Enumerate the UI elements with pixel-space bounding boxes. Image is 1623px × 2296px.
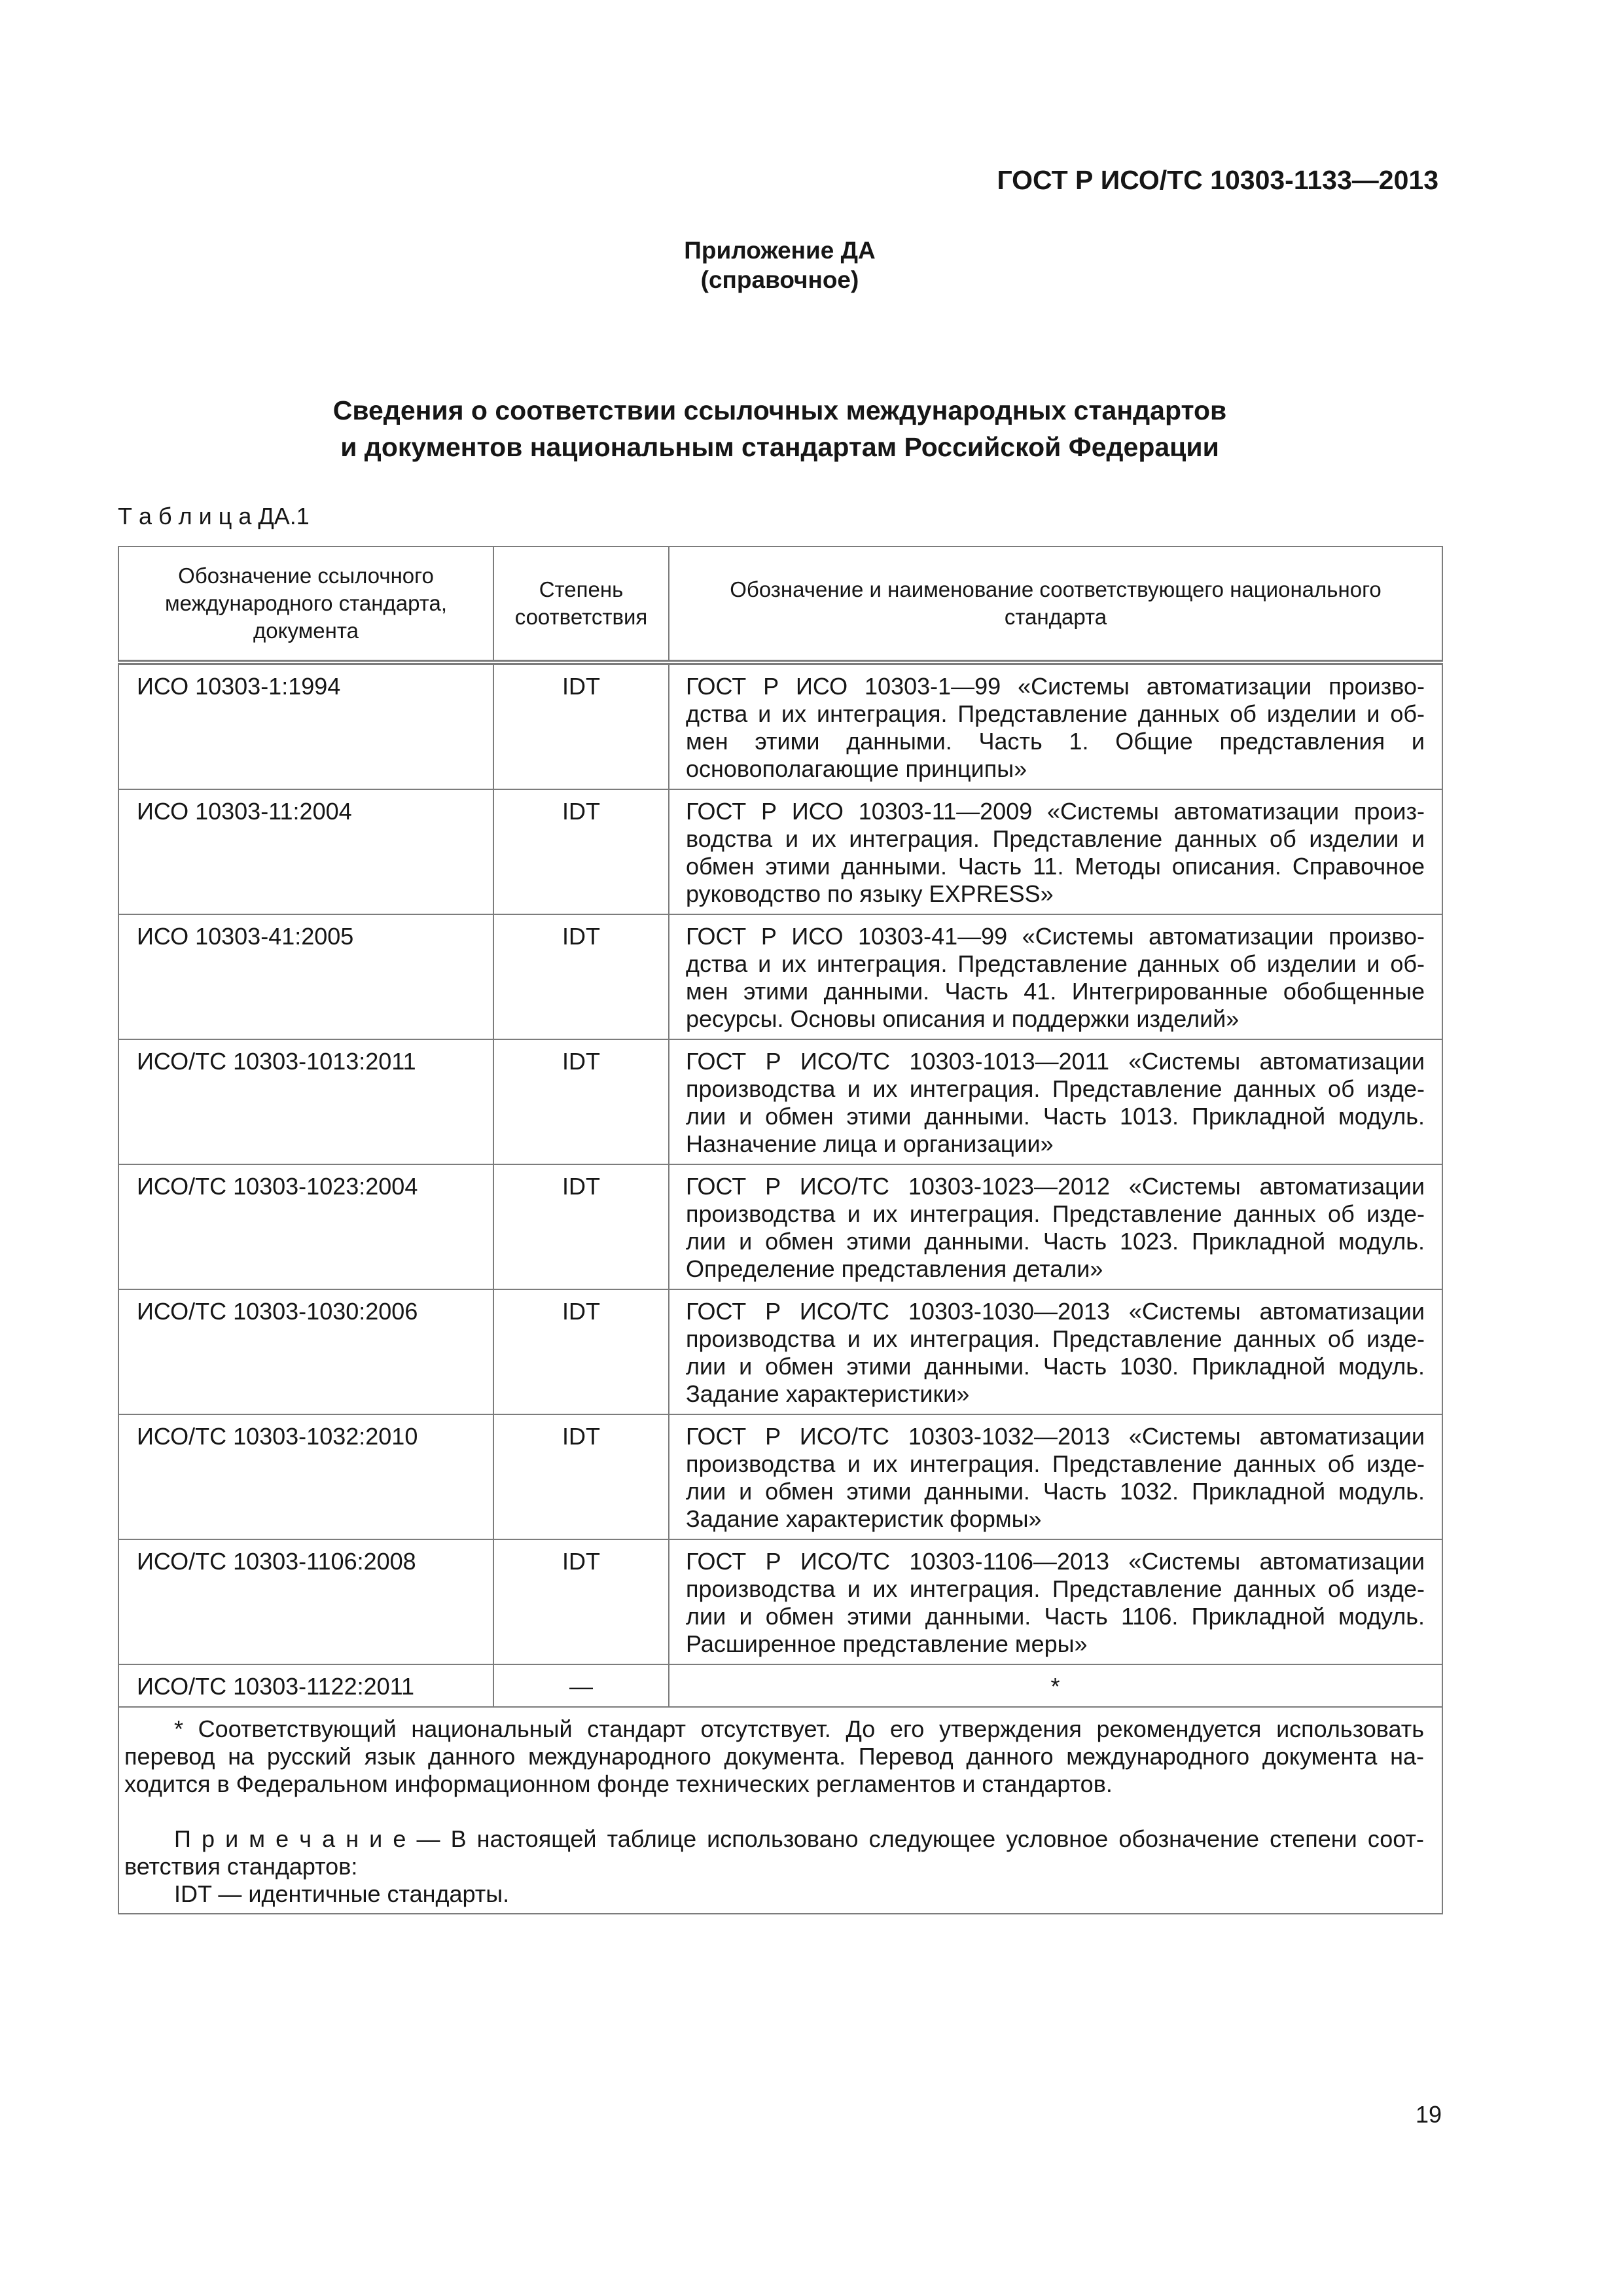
table-row bbox=[118, 1164, 1442, 1289]
column-header-line: стандарта bbox=[1004, 605, 1107, 629]
degree-cell: IDT bbox=[493, 1414, 669, 1539]
national-standard-line: ресурсы. Основы описания и поддержки изделий» bbox=[686, 1005, 1240, 1032]
national-standard-line: ГОСТ Р ИСО 10303-11—2009 «Системы автоматизации произ- bbox=[686, 798, 1425, 825]
column-header-line: документа bbox=[253, 619, 359, 643]
national-standard-line: обмен этими данными. Часть 11. Методы описания. Справочное bbox=[686, 853, 1425, 880]
degree-cell: IDT bbox=[493, 914, 669, 1039]
national-standard-line: лии и обмен этими данными. Часть 1032. Прикладной модуль. bbox=[686, 1478, 1425, 1505]
degree-cell: IDT bbox=[493, 1164, 669, 1289]
national-standard-line: лии и обмен этими данными. Часть 1030. Прикладной модуль. bbox=[686, 1353, 1425, 1380]
reference-standard-cell: ИСО 10303-11:2004 bbox=[118, 789, 493, 914]
table-row bbox=[118, 914, 1442, 1039]
table-row bbox=[118, 1664, 1442, 1707]
national-standard-line: мен этими данными. Часть 1. Общие представления и bbox=[686, 728, 1425, 755]
national-standard-cell bbox=[669, 1664, 1442, 1707]
column-header-line: Степень bbox=[539, 577, 624, 601]
reference-standard-cell: ИСО 10303-1:1994 bbox=[118, 662, 493, 789]
national-standard-line: производства и их интеграция. Представление данных об изде- bbox=[686, 1200, 1425, 1227]
table-row bbox=[118, 1039, 1442, 1164]
column-header-line: Обозначение и наименование соответствующего национального bbox=[730, 577, 1382, 601]
column-header-line: соответствия bbox=[514, 605, 648, 629]
section-heading-line: и документов национальным стандартам Российской Федерации bbox=[340, 432, 1219, 462]
national-standard-cell bbox=[669, 914, 1442, 1039]
national-standard-line: Расширенное представление меры» bbox=[686, 1630, 1088, 1657]
appendix-subtitle: (справочное) bbox=[700, 266, 859, 293]
reference-standard-cell: ИСО/ТС 10303-1023:2004 bbox=[118, 1164, 493, 1289]
national-standard-cell bbox=[669, 1164, 1442, 1289]
table-header-row bbox=[118, 547, 1442, 662]
national-standard-cell bbox=[669, 1039, 1442, 1164]
column-header-line: международного стандарта, bbox=[164, 591, 448, 615]
column-header-reference bbox=[118, 547, 493, 662]
national-standard-line: производства и их интеграция. Представление данных об изде- bbox=[686, 1325, 1425, 1352]
note-line: П р и м е ч а н и е — В настоящей таблице использовано следующее условное обозначение степени соот- bbox=[174, 1825, 1424, 1852]
table-row bbox=[118, 662, 1442, 789]
appendix-title-block bbox=[118, 236, 1442, 295]
national-standard-line: Назначение лица и организации» bbox=[686, 1130, 1054, 1157]
reference-standard-cell: ИСО/ТС 10303-1030:2006 bbox=[118, 1289, 493, 1414]
section-heading bbox=[118, 392, 1442, 465]
reference-standard-cell: ИСО 10303-41:2005 bbox=[118, 914, 493, 1039]
footnote-marker: * bbox=[1050, 1673, 1060, 1700]
table-footer-cell bbox=[118, 1707, 1442, 1914]
reference-standard-cell: ИСО/ТС 10303-1106:2008 bbox=[118, 1539, 493, 1664]
degree-cell: IDT bbox=[493, 1539, 669, 1664]
national-standard-line: мен этими данными. Часть 41. Интегрированные обобщенные bbox=[686, 978, 1425, 1005]
reference-standard-cell: ИСО/ТС 10303-1122:2011 bbox=[118, 1664, 493, 1707]
column-header-line: Обозначение ссылочного bbox=[178, 564, 434, 588]
note-line: ветствия стандартов: bbox=[124, 1853, 358, 1880]
national-standard-line: ГОСТ Р ИСО/ТС 10303-1030—2013 «Системы автоматизации bbox=[686, 1298, 1425, 1325]
national-standard-line: лии и обмен этими данными. Часть 1106. Прикладной модуль. bbox=[686, 1603, 1425, 1630]
national-standard-line: Определение представления детали» bbox=[686, 1255, 1103, 1282]
national-standard-line: ГОСТ Р ИСО/ТС 10303-1032—2013 «Системы автоматизации bbox=[686, 1423, 1425, 1450]
national-standard-line: дства и их интеграция. Представление данных об изделии и об- bbox=[686, 700, 1425, 727]
correspondence-table-wrapper bbox=[118, 546, 1442, 1914]
degree-cell: — bbox=[493, 1664, 669, 1707]
national-standard-line: ГОСТ Р ИСО/ТС 10303-1106—2013 «Системы автоматизации bbox=[686, 1548, 1425, 1575]
note-legend: IDT — идентичные стандарты. bbox=[174, 1880, 510, 1907]
table-row bbox=[118, 789, 1442, 914]
reference-standard-cell: ИСО/ТС 10303-1013:2011 bbox=[118, 1039, 493, 1164]
degree-cell: IDT bbox=[493, 789, 669, 914]
footnote-line: * Соответствующий национальный стандарт отсутствует. До его утверждения рекомендуется использовать bbox=[174, 1715, 1424, 1742]
footnote-line: перевод на русский язык данного международного документа. Перевод данного международного документа на- bbox=[124, 1743, 1424, 1770]
national-standard-line: Задание характеристик формы» bbox=[686, 1505, 1042, 1532]
correspondence-table bbox=[118, 546, 1443, 1914]
national-standard-cell bbox=[669, 1414, 1442, 1539]
page-number: 19 bbox=[1415, 2101, 1442, 2128]
section-heading-line: Сведения о соответствии ссылочных международных стандартов bbox=[332, 395, 1227, 425]
degree-cell: IDT bbox=[493, 1039, 669, 1164]
national-standard-cell bbox=[669, 789, 1442, 914]
column-header-national bbox=[669, 547, 1442, 662]
table-row bbox=[118, 1414, 1442, 1539]
footnote-line: ходится в Федеральном информационном фонде технических регламентов и стандартов. bbox=[124, 1770, 1113, 1797]
national-standard-cell bbox=[669, 1539, 1442, 1664]
national-standard-line: ГОСТ Р ИСО/ТС 10303-1023—2012 «Системы автоматизации bbox=[686, 1173, 1425, 1200]
reference-standard-cell: ИСО/ТС 10303-1032:2010 bbox=[118, 1414, 493, 1539]
national-standard-line: водства и их интеграция. Представление данных об изделии и bbox=[686, 825, 1425, 852]
national-standard-line: производства и их интеграция. Представление данных об изде- bbox=[686, 1075, 1425, 1102]
table-note bbox=[124, 1825, 1424, 1908]
national-standard-line: производства и их интеграция. Представление данных об изде- bbox=[686, 1450, 1425, 1477]
national-standard-line: дства и их интеграция. Представление данных об изделии и об- bbox=[686, 950, 1425, 977]
column-header-degree bbox=[493, 547, 669, 662]
document-code-header: ГОСТ Р ИСО/ТС 10303-1133—2013 bbox=[997, 165, 1438, 195]
footnote bbox=[124, 1715, 1424, 1798]
national-standard-cell bbox=[669, 662, 1442, 789]
table-row bbox=[118, 1539, 1442, 1664]
national-standard-line: производства и их интеграция. Представление данных об изде- bbox=[686, 1575, 1425, 1602]
national-standard-line: ГОСТ Р ИСО 10303-1—99 «Системы автоматизации произво- bbox=[686, 673, 1425, 700]
degree-cell: IDT bbox=[493, 662, 669, 789]
table-row bbox=[118, 1289, 1442, 1414]
national-standard-line: основополагающие принципы» bbox=[686, 755, 1027, 782]
degree-cell: IDT bbox=[493, 1289, 669, 1414]
national-standard-line: ГОСТ Р ИСО/ТС 10303-1013—2011 «Системы автоматизации bbox=[686, 1048, 1425, 1075]
national-standard-line: руководство по языку EXPRESS» bbox=[686, 880, 1054, 907]
national-standard-line: лии и обмен этими данными. Часть 1013. Прикладной модуль. bbox=[686, 1103, 1425, 1130]
national-standard-line: ГОСТ Р ИСО 10303-41—99 «Системы автоматизации произво- bbox=[686, 923, 1425, 950]
table-caption: Т а б л и ц а ДА.1 bbox=[118, 503, 310, 529]
national-standard-line: лии и обмен этими данными. Часть 1023. Прикладной модуль. bbox=[686, 1228, 1425, 1255]
appendix-title: Приложение ДА bbox=[684, 237, 876, 264]
national-standard-cell bbox=[669, 1289, 1442, 1414]
table-footer-row bbox=[118, 1707, 1442, 1914]
national-standard-line: Задание характеристики» bbox=[686, 1380, 970, 1407]
